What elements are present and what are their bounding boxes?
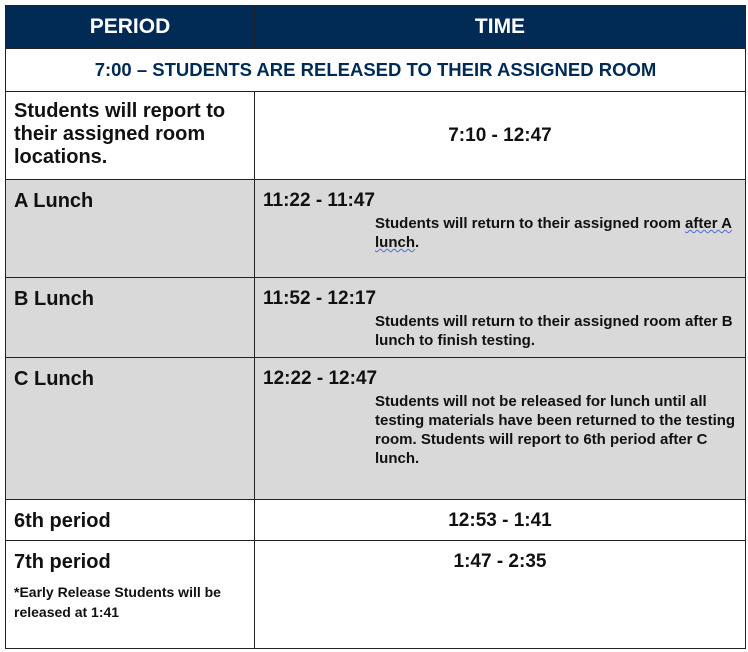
- note-text: after A lunch: [375, 215, 733, 251]
- note: [375, 214, 737, 252]
- schedule-table: [5, 5, 746, 649]
- note-text: .: [415, 234, 420, 251]
- time-cell: 12:53 - 1:41: [255, 500, 746, 541]
- period-cell: 6th period: [6, 500, 255, 541]
- time-cell: [255, 278, 746, 358]
- table-row: [6, 541, 746, 649]
- table-row: [6, 180, 746, 278]
- time-value: 11:52 - 12:17: [263, 288, 377, 309]
- period-cell: Students will report to their assigned room locations.: [6, 92, 255, 180]
- period-label: 7th period: [14, 551, 111, 573]
- banner-row: [6, 49, 746, 92]
- time-header: TIME: [255, 6, 746, 49]
- note: Students will return to their assigned room after B lunch to finish testing.: [375, 313, 733, 349]
- period-cell: C Lunch: [6, 358, 255, 500]
- release-banner: 7:00 – STUDENTS ARE RELEASED TO THEIR ASSIGNED ROOM: [6, 49, 746, 92]
- table-row: [6, 278, 746, 358]
- time-cell: [255, 358, 746, 500]
- table-row: [6, 500, 746, 541]
- time-value: 12:22 - 12:47: [263, 368, 378, 389]
- period-cell: B Lunch: [6, 278, 255, 358]
- period-header: PERIOD: [6, 6, 255, 49]
- period-cell: A Lunch: [6, 180, 255, 278]
- note-text: Students will return to their assigned room: [375, 215, 686, 232]
- time-cell: 7:10 - 12:47: [255, 92, 746, 180]
- header-row: [6, 6, 746, 49]
- table-row: [6, 358, 746, 500]
- early-release-note: *Early Release Students will be released at 1:41: [14, 584, 221, 620]
- period-cell: [6, 541, 255, 649]
- time-value: 11:22 - 11:47: [263, 190, 375, 211]
- table-row: [6, 92, 746, 180]
- note: Students will not be released for lunch until all testing materials have been returned to the testing room. Students will report to 6th period after C lunch.: [375, 393, 736, 467]
- time-cell: 1:47 - 2:35: [255, 541, 746, 649]
- time-cell: [255, 180, 746, 278]
